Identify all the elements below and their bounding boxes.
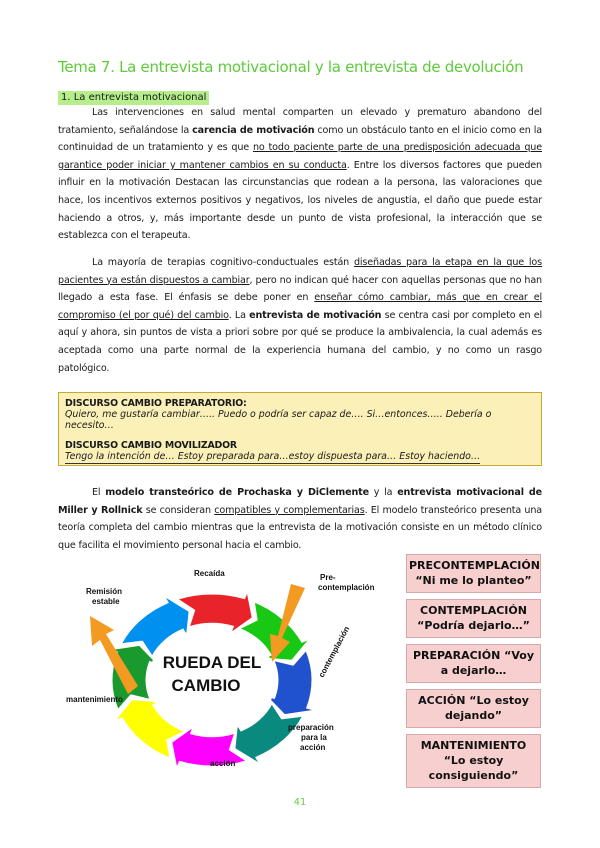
wheel-of-change-diagram [58, 560, 398, 800]
label-prep-line3: acción [300, 743, 326, 752]
label-pre-line1: Pre- [320, 573, 336, 582]
label-prep-line1: preparación [288, 723, 334, 732]
label-prep-line2: para la [301, 733, 327, 742]
label-mantenimiento: mantenimiento [66, 695, 123, 704]
page-title: Tema 7. La entrevista motivacional y la entrevista de devolución [58, 58, 524, 76]
stage-accion: ACCIÓN “Lo estoy dejando” [406, 689, 541, 728]
stage-precontemplacion: PRECONTEMPLACIÓN “Ni me lo planteo” [406, 554, 541, 593]
paragraph-intro: Las intervenciones en salud mental comparten un elevado y prematuro abandono del tratamiento, señalándose la carencia de motivación como un obstáculo tanto en el inicio como en la continuidad de un tratamiento y es que no todo paciente parte de una predisposición adecuada que garantice poder iniciar y mantener cambios en su conducta. Entre los diversos factores que pueden influir en la motivación Destacan las circunstancias que rodean a la persona, las valoraciones que hace, los incentivos externos positivos y negativos, los niveles de angustia, el daño que puede estar haciendo a otros, y, más importante desde un punto de vista profesional, la interacción que se establezca con el terapeuta. [58, 107, 542, 242]
discourse-box [58, 392, 542, 466]
mobilizing-heading: DISCURSO CAMBIO MOVILIZADOR [65, 440, 237, 451]
wheel-title-line1: RUEDA DEL [162, 653, 262, 672]
label-remision-line2: estable [92, 597, 120, 606]
label-accion: acción [210, 759, 236, 768]
label-pre-line2: contemplación [318, 583, 375, 592]
stages-list [406, 554, 541, 794]
page-number: 41 [293, 797, 307, 808]
paragraph-therapies: La mayoría de terapias cognitivo-conductuales están diseñadas para la etapa en la que los pacientes ya están dispuestos a cambiar, pero no indican qué hacer con aquellas personas que no han llegado a esta fase. El énfasis se debe poner en enseñar cómo cambiar, más que en crear el compromiso (el por qué) del cambio. La entrevista de motivación se centra casi por completo en el aquí y ahora, sin puntos de vista a priori sobre por qué se produce la ambivalencia, la cual además es aceptada como una parte normal de la experiencia humana del cambio, y no como un rasgo patológico. [58, 257, 543, 374]
wheel-title-line2: CAMBIO [171, 676, 241, 695]
section-heading: 1. La entrevista motivacional [58, 91, 209, 105]
stage-mantenimiento: MANTENIMIENTO “Lo estoy consiguiendo” [406, 734, 541, 788]
stage-contemplacion: CONTEMPLACIÓN “Podría dejarlo…” [406, 599, 541, 638]
preparatory-examples: Quiero, me gustaría cambiar….. Puedo o podría ser capaz de…. Si…entonces….. Debería o necesito… [65, 409, 492, 431]
label-contemplacion: contemplación [316, 624, 352, 679]
label-recaida: Recaída [194, 569, 225, 578]
paragraph-models: El modelo transteórico de Prochaska y DiClemente y la entrevista motivacional de Miller y Rollnick se consideran compatibles y complementarias. El modelo transteórico presenta una teoría completa del cambio mientras que la entrevista de la motivación consiste en un método clínico que facilita el movimiento personal hacia el cambio. [58, 487, 543, 551]
mobilizing-examples: Tengo la intención de… Estoy preparada para…estoy dispuesta para… Estoy haciendo… [65, 451, 481, 462]
label-remision-line1: Remisión [86, 587, 123, 596]
preparatory-heading: DISCURSO CAMBIO PREPARATORIO: [65, 398, 247, 409]
stage-preparacion: PREPARACIÓN “Voy a dejarlo… [406, 644, 541, 683]
